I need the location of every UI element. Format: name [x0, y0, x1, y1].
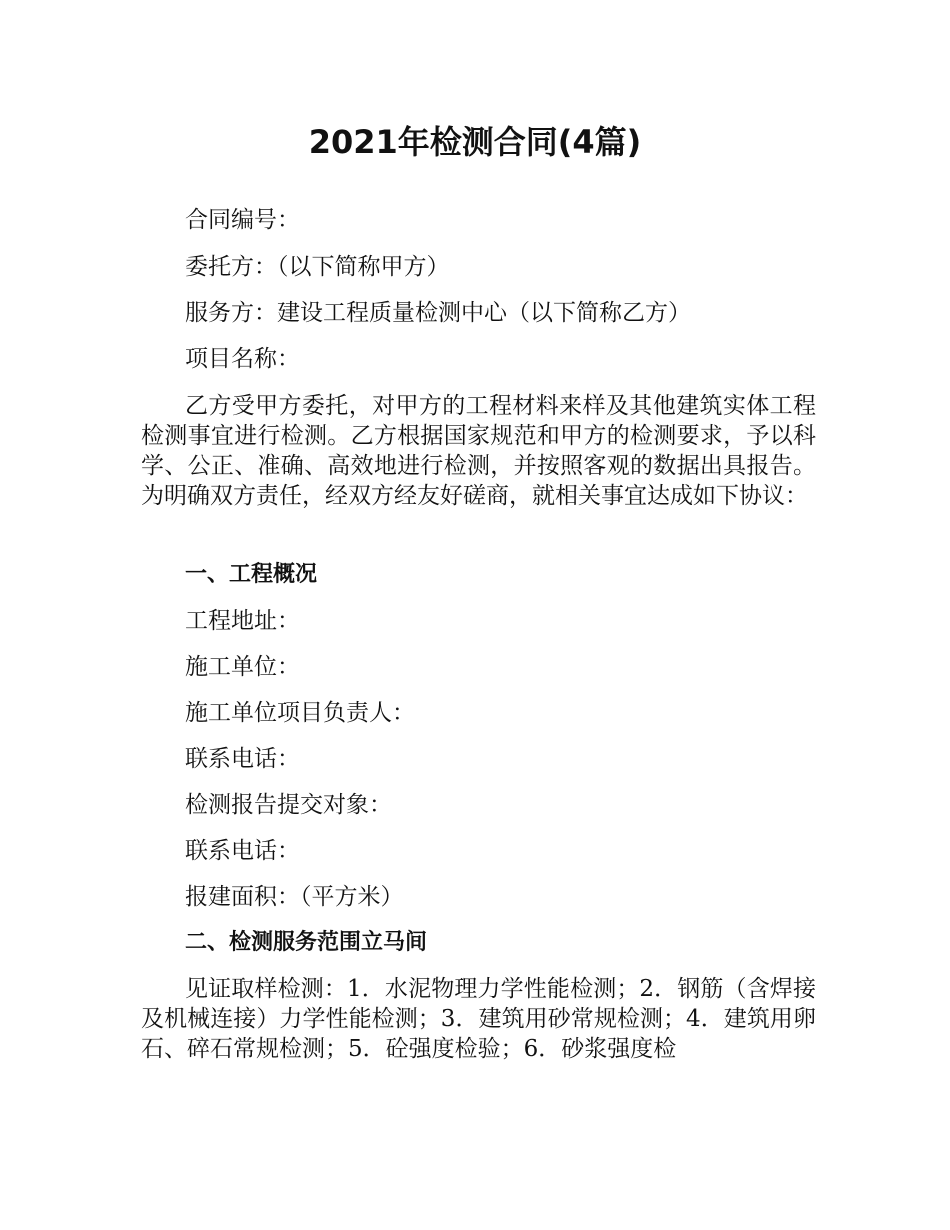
- contact-phone-field: 联系电话：: [185, 746, 300, 772]
- contract-number-field: 合同编号：: [185, 207, 300, 233]
- service-provider-field: 服务方：建设工程质量检测中心（以下简称乙方）: [185, 300, 691, 326]
- contact-phone-field-2: 联系电话：: [185, 838, 300, 864]
- construction-unit-field: 施工单位：: [185, 654, 300, 680]
- report-recipient-field: 检测报告提交对象：: [185, 792, 392, 818]
- section-2-paragraph: 见证取样检测：1．水泥物理力学性能检测；2．钢筋（含焊接及机械连接）力学性能检测；3．建筑用砂常规检测；4．建筑用卵石、碎石常规检测；5．砼强度检验；6．砂浆强度检: [141, 976, 816, 1062]
- project-name-field: 项目名称：: [185, 346, 300, 372]
- project-manager-field: 施工单位项目负责人：: [185, 700, 415, 726]
- document-title: 2021年检测合同(4篇): [308, 123, 642, 161]
- project-address-field: 工程地址：: [185, 608, 300, 634]
- client-field: 委托方：（以下简称甲方）: [185, 254, 450, 280]
- section-1-heading: 一、工程概况: [185, 562, 318, 587]
- intro-paragraph: 乙方受甲方委托，对甲方的工程材料来样及其他建筑实体工程检测事宜进行检测。乙方根据国家规范和甲方的检测要求，予以科学、公正、准确、高效地进行检测，并按照客观的数据出具报告。为明确双方责任，经双方经友好磋商，就相关事宜达成如下协议：: [141, 393, 816, 509]
- building-area-field: 报建面积：（平方米）: [185, 884, 404, 910]
- section-2-heading: 二、检测服务范围立马间: [185, 930, 428, 955]
